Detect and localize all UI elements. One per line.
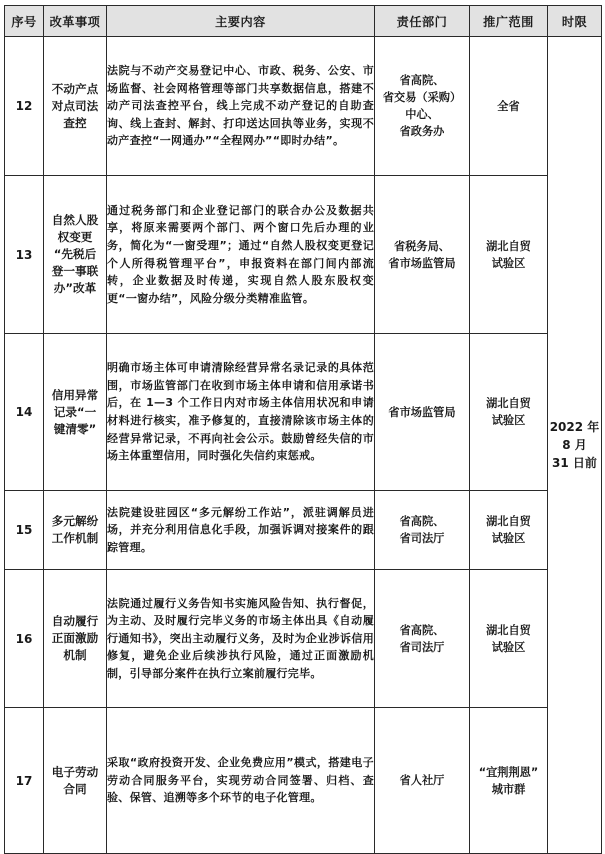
row-dept: 省高院、 省司法厅 — [375, 570, 470, 708]
table-row — [5, 570, 602, 708]
row-num: 17 — [5, 708, 44, 854]
table-row — [5, 176, 602, 334]
reform-table — [4, 5, 602, 854]
row-num: 15 — [5, 491, 44, 570]
row-item: 多元解纷 工作机制 — [44, 491, 107, 570]
header-item: 改革事项 — [44, 6, 107, 37]
row-dept: 省人社厅 — [375, 708, 470, 854]
header-num: 序号 — [5, 6, 44, 37]
row-scope: 湖北自贸 试验区 — [470, 176, 548, 334]
row-content: 采取“政府投资开发、企业免费应用”模式，搭建电子劳动合同服务平台，实现劳动合同签署、归档、查验、保管、追溯等多个环节的电子化管理。 — [107, 708, 375, 854]
row-scope: 湖北自贸 试验区 — [470, 491, 548, 570]
header-row — [5, 6, 602, 37]
row-num: 14 — [5, 334, 44, 491]
header-scope: 推广范围 — [470, 6, 548, 37]
header-dept: 责任部门 — [375, 6, 470, 37]
table-row — [5, 708, 602, 854]
row-content: 明确市场主体可申请清除经营异常名录记录的具体范围，市场监管部门在收到市场主体申请和信用承诺书后，在 1—3 个工作日内对市场主体信用状况和申请材料进行核实，准予修复的，直接清除该市场主体的经营异常记录，不再向社会公示。鼓励曾经失信的市场主体重塑信用，同时强化失信约束惩戒。 — [107, 334, 375, 491]
row-num: 16 — [5, 570, 44, 708]
row-scope: 全省 — [470, 37, 548, 176]
row-dept: 省高院、 省交易（采购） 中心、 省政务办 — [375, 37, 470, 176]
row-item: 不动产点 对点司法 查控 — [44, 37, 107, 176]
row-dept: 省高院、 省司法厅 — [375, 491, 470, 570]
row-scope: “宜荆荆恩” 城市群 — [470, 708, 548, 854]
row-num: 12 — [5, 37, 44, 176]
header-deadline: 时限 — [548, 6, 602, 37]
row-item: 自动履行 正面激励 机制 — [44, 570, 107, 708]
row-dept: 省市场监管局 — [375, 334, 470, 491]
row-content: 法院建设驻园区“多元解纷工作站”，派驻调解员进场，并充分利用信息化手段，加强诉调对接案件的跟踪管理。 — [107, 491, 375, 570]
row-num: 13 — [5, 176, 44, 334]
row-item: 自然人股 权变更 “先税后 登一事联 办”改革 — [44, 176, 107, 334]
table-row — [5, 491, 602, 570]
row-content: 法院通过履行义务告知书实施风险告知、执行督促，为主动、及时履行完毕义务的市场主体出具《自动履行通知书》，突出主动履行义务，及时为企业涉诉信用修复，避免企业后续涉执行风险，通过正面激励机制，引导部分案件在执行立案前履行完毕。 — [107, 570, 375, 708]
row-content: 法院与不动产交易登记中心、市政、税务、公安、市场监督、社会网格管理等部门共享数据信息，搭建不动产司法查控平台，线上完成不动产登记的自助查询、线上查封、解封、打印送达回执等业务，实现不动产查控“一网通办”“全程网办”“即时办结”。 — [107, 37, 375, 176]
row-scope: 湖北自贸 试验区 — [470, 570, 548, 708]
row-scope: 湖北自贸 试验区 — [470, 334, 548, 491]
deadline-cell: 2022 年 8 月 31 日前 — [548, 37, 602, 854]
header-content: 主要内容 — [107, 6, 375, 37]
row-item: 电子劳动 合同 — [44, 708, 107, 854]
row-dept: 省税务局、 省市场监管局 — [375, 176, 470, 334]
row-item: 信用异常 记录“一 键清零” — [44, 334, 107, 491]
table-row — [5, 37, 602, 176]
row-content: 通过税务部门和企业登记部门的联合办公及数据共享，将原来需要两个部门、两个窗口先后办理的业务，简化为“一窗受理”；通过“自然人股权变更登记个人所得税管理平台”，申报资料在部门间内部流转，企业数据及时传递，实现自然人股东股权变更“一窗办结”，风险分级分类精准监管。 — [107, 176, 375, 334]
table-row — [5, 334, 602, 491]
